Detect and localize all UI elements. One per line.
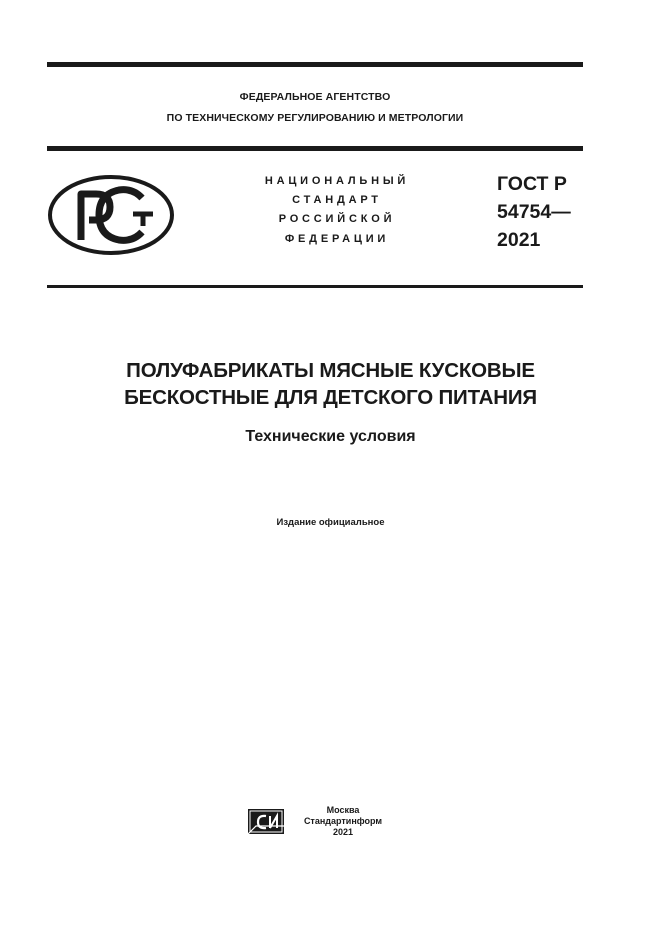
header-top-rule — [47, 62, 583, 67]
designation-line2: 54754— — [497, 201, 571, 223]
standard-type-line2: СТАНДАРТ — [292, 194, 382, 206]
header-section-rule — [47, 285, 583, 288]
document-subtitle: Технические условия — [245, 428, 416, 445]
document-title-line2: БЕСКОСТНЫЕ ДЛЯ ДЕТСКОГО ПИТАНИЯ — [124, 386, 537, 409]
publisher-year: 2021 — [332, 827, 354, 837]
agency-name-line2: ПО ТЕХНИЧЕСКОМУ РЕГУЛИРОВАНИЮ И МЕТРОЛОГИИ — [166, 112, 464, 124]
publisher-name: Стандартинформ — [303, 816, 383, 826]
designation-line3: 2021 — [497, 229, 541, 251]
standard-type-line4: ФЕДЕРАЦИИ — [284, 233, 390, 245]
standard-type-line1: НАЦИОНАЛЬНЫЙ — [264, 175, 410, 187]
header-bottom-rule — [47, 146, 583, 151]
agency-name-line1: ФЕДЕРАЛЬНОЕ АГЕНТСТВО — [239, 91, 391, 103]
standard-designation — [497, 170, 571, 254]
standard-type-line3: РОССИЙСКОЙ — [278, 213, 396, 225]
publisher-city: Москва — [326, 805, 360, 815]
document-title — [47, 357, 614, 411]
designation-line1: ГОСТ Р — [497, 173, 567, 195]
gost-r-certification-mark-icon — [47, 174, 175, 256]
document-title-line1: ПОЛУФАБРИКАТЫ МЯСНЫЕ КУСКОВЫЕ — [126, 359, 535, 382]
edition-note: Издание официальное — [276, 517, 385, 528]
standartinform-logo-icon — [246, 806, 286, 836]
